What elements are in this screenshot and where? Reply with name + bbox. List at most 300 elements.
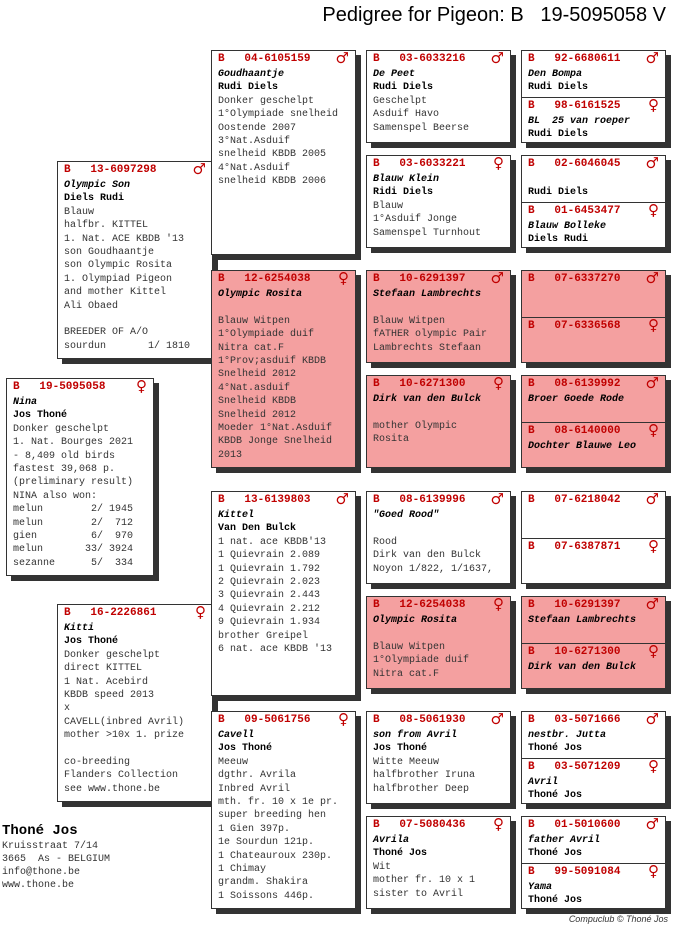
- owner-name: Thoné Jos: [2, 823, 78, 839]
- pigeon-info-line: fastest 39,068 p.: [13, 464, 116, 476]
- pigeon-info-line: Snelheid KBDB: [218, 396, 297, 408]
- pigeon-owner: [373, 301, 510, 314]
- pigeon-info-line: mth. fr. 10 x 1e pr.: [218, 797, 339, 809]
- male-icon: ♂: [645, 50, 659, 67]
- pigeon-header: [522, 756, 665, 776]
- pigeon-info-line: snelheid KBDB 2006: [218, 176, 327, 188]
- pigeon-info-line: - 8,409 old birds: [13, 450, 116, 462]
- pigeon-info-line: Asduif Havo: [373, 109, 440, 121]
- pigeon-name: Broer Goede Rode: [528, 394, 625, 405]
- pigeon-name: Blauw Bolleke: [528, 220, 607, 232]
- pigeon-info-line: Donker geschelpt: [13, 423, 110, 435]
- pigeon-name: Olympic Rosita: [218, 289, 303, 300]
- female-icon: ♀: [648, 315, 659, 334]
- pigeon-owner: Thoné Jos: [528, 743, 583, 755]
- pigeon-info-line: Meeuw: [218, 756, 249, 768]
- male-icon: ♂: [645, 270, 659, 287]
- pigeon-entry: [522, 817, 665, 863]
- pigeon-owner: Thoné Jos: [373, 848, 428, 860]
- pigeon-card[interactable]: [366, 491, 511, 584]
- pigeon-info-line: melun 2/ 1945: [13, 504, 134, 516]
- owner-footer: [2, 822, 110, 892]
- pigeon-info-line: 1 Quievrain 1.792: [218, 563, 321, 575]
- pigeon-name: father Avril: [528, 835, 601, 846]
- pigeon-owner: [528, 348, 665, 361]
- ring-number: B 08-6139996: [373, 494, 466, 506]
- pigeon-info-line: and mother Kittel: [64, 287, 167, 299]
- pigeon-info-line: Donker geschelpt: [218, 95, 315, 107]
- pigeon-name: Goudhaantje: [218, 69, 285, 80]
- ring-number: B 07-6387871: [528, 540, 621, 553]
- ring-number: B 03-6033216: [373, 53, 466, 65]
- pigeon-entry: [522, 271, 665, 317]
- pigeon-entry: [7, 379, 153, 575]
- female-icon: ♀: [338, 270, 349, 287]
- pigeon-entry: [522, 538, 665, 584]
- pigeon-name: Dirk van den Bulck: [528, 661, 637, 673]
- pigeon-info-line: Noyon 1/822, 1/1637,: [373, 563, 494, 575]
- pigeon-details: [367, 173, 510, 240]
- ring-number: B 03-6033221: [373, 158, 466, 170]
- pigeon-name: son from Avril: [373, 730, 458, 741]
- pigeon-owner: Thoné Jos: [528, 848, 583, 860]
- pigeon-details: [367, 68, 510, 135]
- pigeon-info-line: Witte Meeuw: [373, 756, 440, 768]
- pigeon-card[interactable]: [366, 270, 511, 363]
- female-icon: ♀: [648, 95, 659, 114]
- ring-number: B 07-6336568: [528, 319, 621, 332]
- pigeon-details: [522, 115, 665, 142]
- pigeon-info-line: 1°Prov;asduif KBDB: [218, 356, 327, 368]
- pigeon-owner: Rudi Diels: [373, 82, 434, 94]
- pigeon-entry: [522, 597, 665, 643]
- pigeon-info-line: 2013: [218, 449, 243, 461]
- pigeon-card[interactable]: [211, 270, 356, 468]
- pigeon-entry: [522, 643, 665, 689]
- pigeon-details: [522, 335, 665, 362]
- pigeon-name: nestbr. Jutta: [528, 730, 607, 741]
- pigeon-info-line: Wit: [373, 861, 392, 873]
- pigeon-info-line: melun 33/ 3924: [13, 544, 134, 556]
- male-icon: ♂: [645, 596, 659, 613]
- pigeon-card[interactable]: [211, 491, 356, 696]
- ring-number: B 12-6254038: [218, 273, 311, 285]
- pigeon-header: [367, 491, 510, 509]
- male-icon: ♂: [490, 270, 504, 287]
- pigeon-owner: Ridi Diels: [373, 187, 434, 199]
- male-icon: ♂: [645, 375, 659, 392]
- pigeon-info-line: 2 Quievrain 2.023: [218, 577, 321, 589]
- pigeon-info-line: Blauw: [64, 206, 95, 218]
- pigeon-details: [522, 393, 665, 420]
- pigeon-header: [367, 50, 510, 68]
- pigeon-owner: Diels Rudi: [528, 233, 589, 245]
- female-icon: ♀: [493, 155, 504, 172]
- pigeon-info-line: halfbr. KITTEL: [64, 220, 149, 232]
- ring-number: B 99-5091084: [528, 865, 621, 878]
- pigeon-name: Stefaan Lambrechts: [528, 615, 637, 626]
- pigeon-entry: [367, 51, 510, 142]
- pigeon-header: [367, 155, 510, 173]
- female-icon: ♀: [648, 536, 659, 555]
- pigeon-card[interactable]: [211, 711, 356, 909]
- pigeon-card[interactable]: [211, 50, 356, 255]
- pigeon-name: Cavell: [218, 730, 255, 741]
- pigeon-owner: [528, 569, 665, 582]
- pigeon-card[interactable]: [521, 711, 666, 804]
- pigeon-info-line: 1 Quievrain 2.089: [218, 550, 321, 562]
- pigeon-info-line: BREEDER OF A/O: [64, 327, 149, 339]
- pigeon-header: [522, 641, 665, 661]
- pigeon-owner: Rudi Diels: [218, 82, 279, 94]
- pigeon-owner: [528, 406, 665, 419]
- pigeon-owner: [373, 522, 510, 535]
- pigeon-name: Avrila: [373, 835, 410, 846]
- pigeon-entry: [522, 317, 665, 363]
- pigeon-entry: [522, 376, 665, 422]
- pigeon-name: [528, 288, 665, 301]
- pigeon-entry: [367, 492, 510, 583]
- pigeon-details: [367, 614, 510, 681]
- pigeon-header: [212, 491, 355, 509]
- pigeon-info-line: 1 Nat. Acebird: [64, 676, 149, 688]
- pigeon-owner: Thoné Jos: [528, 789, 583, 801]
- pigeon-entry: [522, 712, 665, 758]
- pigeon-info-line: 1 Chimay: [218, 864, 267, 876]
- pigeon-entry: [522, 156, 665, 202]
- pigeon-details: [522, 881, 665, 908]
- pigeon-entry: [212, 271, 355, 467]
- pigeon-name: BL 25 van roeper: [528, 115, 631, 127]
- pigeon-name: [528, 556, 665, 569]
- pigeon-details: [522, 556, 665, 583]
- pigeon-details: [522, 776, 665, 803]
- pigeon-details: [522, 220, 665, 247]
- pigeon-details: [367, 729, 510, 796]
- pigeon-info-line: see www.thone.be: [64, 783, 161, 795]
- male-icon: ♂: [645, 816, 659, 833]
- female-icon: ♀: [195, 604, 206, 621]
- pigeon-entry: [522, 202, 665, 248]
- male-icon: ♂: [490, 711, 504, 728]
- pigeon-info-line: 4°Nat.Asduif: [218, 162, 291, 174]
- pigeon-name: Dirk van den Bulck: [373, 394, 482, 405]
- pigeon-details: [522, 834, 665, 861]
- pigeon-info-line: Blauw Witpen: [373, 315, 446, 327]
- pigeon-info-line: Snelheid 2012: [218, 369, 297, 381]
- ring-number: B 10-6291397: [528, 599, 621, 611]
- pigeon-header: [367, 596, 510, 614]
- pigeon-info-line: fATHER olympic Pair: [373, 329, 488, 341]
- pigeon-entry: [522, 863, 665, 909]
- pigeon-info-line: 1. Olympiad Pigeon: [64, 273, 173, 285]
- pigeon-card[interactable]: [521, 375, 666, 468]
- pigeon-info-line: Flanders Collection: [64, 770, 179, 782]
- pigeon-details: [7, 396, 153, 570]
- pigeon-card[interactable]: [366, 596, 511, 689]
- ring-number: B 04-6105159: [218, 53, 311, 65]
- pigeon-entry: [522, 51, 665, 97]
- pigeon-owner: Jos Thoné: [373, 743, 428, 755]
- pigeon-name: Stefaan Lambrechts: [373, 289, 482, 300]
- ring-number: B 13-6139803: [218, 494, 311, 506]
- pigeon-header: [522, 420, 665, 440]
- pigeon-header: [7, 378, 153, 396]
- page-title: Pedigree for Pigeon: B 19-5095058 V: [322, 4, 666, 26]
- ring-number: B 07-6337270: [528, 273, 621, 285]
- pigeon-info-line: sister to Avril: [373, 888, 464, 900]
- ring-number: B 12-6254038: [373, 599, 466, 611]
- owner-address-line: Kruisstraat 7/14: [2, 841, 99, 852]
- ring-number: B 09-5061756: [218, 714, 311, 726]
- copyright: Compuclub © Thoné Jos: [568, 914, 668, 924]
- pigeon-card[interactable]: [57, 161, 213, 359]
- pigeon-info-line: Dirk van den Bulck: [373, 550, 482, 562]
- pigeon-details: [522, 729, 665, 756]
- pigeon-owner: [528, 674, 665, 687]
- ring-number: B 02-6046045: [528, 158, 621, 170]
- pigeon-owner: Jos Thoné: [218, 743, 273, 755]
- pigeon-header: [367, 711, 510, 729]
- pigeon-info-line: [64, 743, 212, 756]
- ring-number: B 92-6680611: [528, 53, 621, 65]
- pigeon-owner: [373, 627, 510, 640]
- pigeon-name: Olympic Rosita: [373, 615, 458, 626]
- pigeon-info-line: Nitra cat.F: [218, 342, 285, 354]
- pigeon-details: [522, 68, 665, 95]
- pigeon-details: [212, 729, 355, 903]
- male-icon: ♂: [645, 155, 659, 172]
- pigeon-card[interactable]: [366, 816, 511, 909]
- owner-email[interactable]: info@thone.be: [2, 867, 81, 878]
- pigeon-info-line: Donker geschelpt: [64, 649, 161, 661]
- pigeon-details: [367, 393, 510, 447]
- pigeon-info-line: Nitra cat.F: [373, 668, 440, 680]
- pigeon-owner: Rudi Diels: [528, 187, 589, 199]
- pigeon-card[interactable]: [521, 270, 666, 363]
- pigeon-entry: [367, 156, 510, 247]
- ring-number: B 10-6271300: [528, 645, 621, 658]
- ring-number: B 08-5061930: [373, 714, 466, 726]
- pigeon-card[interactable]: [521, 491, 666, 584]
- pigeon-info-line: melun 2/ 712: [13, 517, 134, 529]
- pigeon-details: [367, 509, 510, 576]
- owner-address-line: 3665 As - BELGIUM: [2, 854, 111, 865]
- pigeon-owner: Van Den Bulck: [218, 523, 297, 535]
- female-icon: ♀: [648, 420, 659, 439]
- pigeon-info-line: 4°Nat.asduif: [218, 382, 291, 394]
- pigeon-owner: [528, 522, 665, 535]
- pigeon-details: [522, 173, 665, 200]
- pigeon-info-line: Rood: [373, 536, 398, 548]
- pigeon-info-line: Geschelpt: [373, 95, 428, 107]
- pigeon-header: [522, 155, 665, 173]
- pigeon-info-line: Inbred Avril: [218, 783, 291, 795]
- female-icon: ♀: [648, 200, 659, 219]
- ring-number: B 01-5010600: [528, 819, 621, 831]
- pigeon-info-line: Ali Obaed: [64, 300, 119, 312]
- pigeon-info-line: 9 Quievrain 1.934: [218, 617, 321, 629]
- pigeon-header: [522, 491, 665, 509]
- pigeon-entry: [522, 492, 665, 538]
- ring-number: B 16-2226861: [64, 607, 157, 619]
- pigeon-info-line: 1e Sourdun 121p.: [218, 837, 315, 849]
- ring-number: B 13-6097298: [64, 164, 157, 176]
- pigeon-info-line: snelheid KBDB 2005: [218, 149, 327, 161]
- pigeon-info-line: 1°Olympiade duif: [218, 329, 315, 341]
- pigeon-card[interactable]: [366, 50, 511, 143]
- pigeon-card[interactable]: [366, 375, 511, 468]
- pigeon-owner: [373, 406, 510, 419]
- pigeon-info-line: son Olympic Rosita: [64, 260, 173, 272]
- pigeon-info-line: 1 Chateauroux 230p.: [218, 850, 333, 862]
- pigeon-info-line: direct KITTEL: [64, 663, 143, 675]
- pigeon-name: [528, 173, 665, 186]
- pigeon-info-line: 1 Soissons 446p.: [218, 890, 315, 902]
- pigeon-name: Dochter Blauwe Leo: [528, 440, 637, 452]
- pigeon-owner: Jos Thoné: [13, 410, 68, 422]
- pigeon-details: [522, 440, 665, 467]
- pigeon-info-line: [64, 313, 212, 326]
- female-icon: ♀: [648, 756, 659, 775]
- female-icon: ♀: [648, 861, 659, 880]
- pigeon-info-line: 1. Nat. Bourges 2021: [13, 437, 134, 449]
- pigeon-header: [58, 161, 212, 179]
- pigeon-header: [522, 50, 665, 68]
- pigeon-card[interactable]: [521, 816, 666, 909]
- pigeon-info-line: 1 Gien 397p.: [218, 823, 291, 835]
- pigeon-info-line: Oostende 2007: [218, 122, 297, 134]
- pigeon-owner: Rudi Diels: [528, 82, 589, 94]
- pigeon-info-line: 1°Asduif Jonge: [373, 214, 458, 226]
- pigeon-header: [212, 711, 355, 729]
- pigeon-entry: [522, 97, 665, 143]
- pigeon-name: De Peet: [373, 69, 416, 80]
- pigeon-owner: Diels Rudi: [64, 193, 125, 205]
- pigeon-card[interactable]: [521, 596, 666, 689]
- pigeon-owner: [218, 301, 355, 314]
- ring-number: B 08-6139992: [528, 378, 621, 390]
- ring-number: B 03-5071209: [528, 760, 621, 773]
- pigeon-details: [58, 179, 212, 353]
- male-icon: ♂: [490, 50, 504, 67]
- pigeon-info-line: halfbrother Deep: [373, 783, 470, 795]
- pigeon-info-line: KBDB Jonge Snelheid: [218, 436, 333, 448]
- pigeon-entry: [367, 376, 510, 467]
- pigeon-name: Olympic Son: [64, 180, 131, 191]
- pigeon-header: [367, 270, 510, 288]
- pigeon-name: Yama: [528, 881, 553, 893]
- female-icon: ♀: [493, 375, 504, 392]
- pigeon-info-line: Blauw Witpen: [218, 315, 291, 327]
- pigeon-card[interactable]: [521, 50, 666, 143]
- pigeon-info-line: mother >10x 1. prize: [64, 730, 185, 742]
- male-icon: ♂: [645, 491, 659, 508]
- pigeon-header: [522, 200, 665, 220]
- pigeon-card[interactable]: [366, 155, 511, 248]
- pigeon-details: [522, 614, 665, 641]
- pigeon-info-line: NINA also won:: [13, 490, 98, 502]
- pigeon-info-line: 4 Quievrain 2.212: [218, 603, 321, 615]
- pigeon-name: Den Bompa: [528, 69, 583, 80]
- female-icon: ♀: [648, 641, 659, 660]
- pigeon-header: [58, 604, 212, 622]
- pigeon-info-line: sezanne 5/ 334: [13, 557, 134, 569]
- pigeon-name: Avril: [528, 776, 559, 788]
- ring-number: B 08-6140000: [528, 424, 621, 437]
- pigeon-name: [528, 335, 665, 348]
- pigeon-header: [367, 816, 510, 834]
- pigeon-entry: [58, 605, 212, 801]
- pigeon-header: [367, 375, 510, 393]
- pigeon-info-line: 1°Olympiade duif: [373, 655, 470, 667]
- pigeon-header: [522, 596, 665, 614]
- pigeon-info-line: gien 6/ 970: [13, 531, 134, 543]
- pigeon-info-line: dgthr. Avrila: [218, 770, 297, 782]
- female-icon: ♀: [493, 816, 504, 833]
- pigeon-info-line: CAVELL(inbred Avril): [64, 716, 185, 728]
- pigeon-info-line: brother Greipel: [218, 630, 309, 642]
- pigeon-entry: [367, 817, 510, 908]
- pigeon-details: [212, 288, 355, 462]
- pigeon-info-line: 1. Nat. ACE KBDB '13: [64, 233, 185, 245]
- ring-number: B 03-5071666: [528, 714, 621, 726]
- pigeon-info-line: sourdun 1/ 1810: [64, 340, 191, 352]
- pigeon-info-line: co-breeding: [64, 757, 131, 769]
- ring-number: B 07-6218042: [528, 494, 621, 506]
- pigeon-info-line: KBDB speed 2013: [64, 690, 155, 702]
- pigeon-header: [522, 315, 665, 335]
- pigeon-header: [522, 861, 665, 881]
- male-icon: ♂: [335, 50, 349, 67]
- pigeon-info-line: super breeding hen: [218, 810, 327, 822]
- female-icon: ♀: [493, 596, 504, 613]
- ring-number: B 19-5095058: [13, 381, 106, 393]
- ring-number: B 01-6453477: [528, 204, 621, 217]
- pigeon-details: [522, 288, 665, 315]
- pigeon-info-line: Rosita: [373, 434, 410, 446]
- pigeon-info-line: mother fr. 10 x 1: [373, 875, 476, 887]
- pigeon-header: [522, 816, 665, 834]
- pigeon-header: [522, 95, 665, 115]
- pigeon-card[interactable]: [521, 155, 666, 248]
- pigeon-info-line: 6 nat. ace KBDB '13: [218, 644, 333, 656]
- pigeon-card[interactable]: [6, 378, 154, 576]
- male-icon: ♂: [192, 161, 206, 178]
- pigeon-info-line: x: [64, 703, 71, 715]
- pigeon-info-line: 3°Nat.Asduif: [218, 136, 291, 148]
- pigeon-owner: [528, 301, 665, 314]
- pigeon-header: [212, 50, 355, 68]
- pigeon-entry: [367, 597, 510, 688]
- ring-number: B 10-6291397: [373, 273, 466, 285]
- pigeon-entry: [212, 51, 355, 254]
- pigeon-details: [522, 661, 665, 688]
- pigeon-name: Kitti: [64, 623, 95, 634]
- pigeon-card[interactable]: [57, 604, 213, 802]
- pigeon-info-line: Samenspel Turnhout: [373, 227, 482, 239]
- pigeon-details: [58, 622, 212, 796]
- pigeon-entry: [212, 712, 355, 908]
- pigeon-card[interactable]: [366, 711, 511, 804]
- pigeon-details: [367, 834, 510, 901]
- pigeon-info-line: grandm. Shakira: [218, 877, 309, 889]
- male-icon: ♂: [645, 711, 659, 728]
- owner-website[interactable]: www.thone.be: [2, 880, 75, 891]
- pigeon-info-line: 1°Olympiade snelheid: [218, 109, 339, 121]
- pigeon-header: [212, 270, 355, 288]
- pigeon-info-line: son Goudhaantje: [64, 247, 155, 259]
